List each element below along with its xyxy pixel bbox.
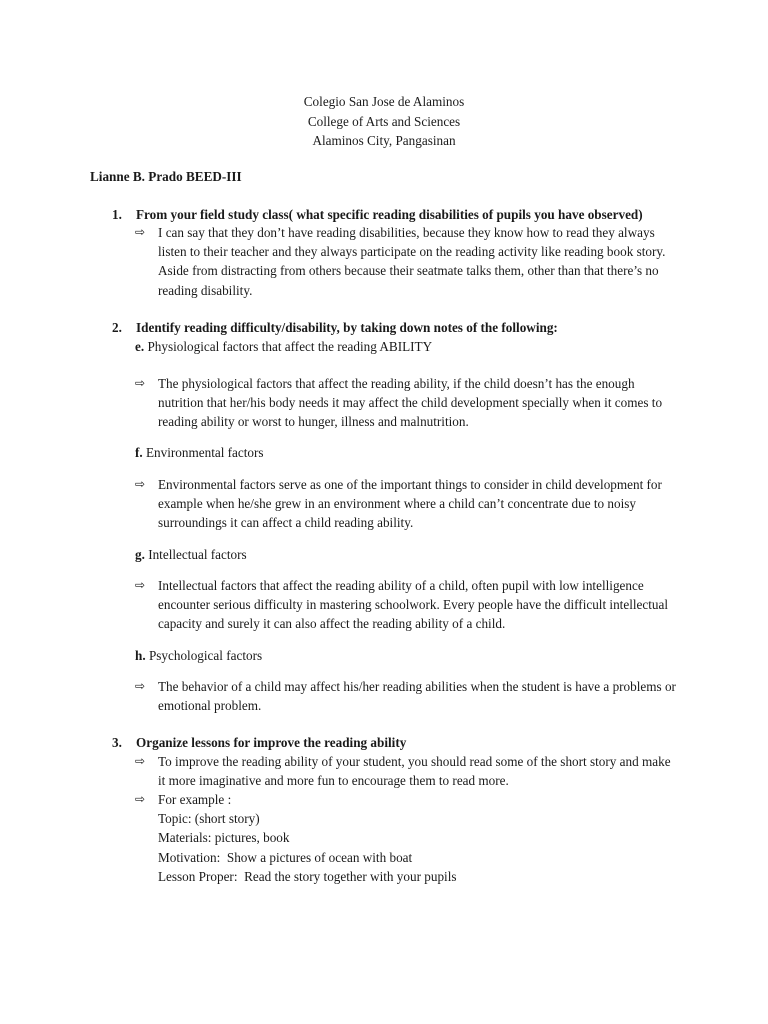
question-2-heading: [112, 318, 558, 337]
example-materials: Materials: pictures, book: [158, 830, 290, 846]
subitem-label: Intellectual factors: [148, 547, 247, 562]
subitem-h-heading: [135, 646, 262, 665]
answer-text: Environmental factors serve as one of the important things to consider in child development for example when he/she grew in an environment where a child can’t concentrate due to noisy surroundings it can affect a child reading ability.: [158, 477, 662, 531]
subitem-f-answer: [135, 475, 680, 533]
question-number: 1.: [112, 207, 122, 222]
answer-text: The behavior of a child may affect his/her reading abilities when the student is have a problems or emotional problem.: [158, 679, 676, 714]
question-1-answer: [135, 223, 680, 300]
arrow-bullet-icon: ⇨: [135, 578, 146, 592]
subitem-g-answer: [135, 576, 680, 634]
subitem-label: Physiological factors that affect the reading ABILITY: [147, 339, 433, 354]
question-title: Organize lessons for improve the reading ability: [136, 735, 407, 750]
arrow-bullet-icon: ⇨: [135, 679, 146, 693]
answer-text: To improve the reading ability of your student, you should read some of the short story and make it more imaginative and more fun to encourage them to read more.: [158, 754, 671, 789]
subitem-letter: h.: [135, 648, 146, 663]
question-1-heading: [112, 205, 643, 224]
question-title: Identify reading difficulty/disability, by taking down notes of the following:: [136, 320, 558, 335]
answer-text: The physiological factors that affect the reading ability, if the child doesn’t has the enough nutrition that her/his body needs it may affect the child development specially when it comes to reading ability or worst to hunger, illness and malnutrition.: [158, 376, 663, 430]
example-topic: Topic: (short story): [158, 811, 260, 827]
question-number: 3.: [112, 735, 122, 750]
arrow-bullet-icon: ⇨: [135, 477, 146, 491]
subitem-label: Environmental factors: [146, 445, 264, 460]
arrow-bullet-icon: ⇨: [135, 792, 146, 806]
example-lesson-proper: Lesson Proper: Read the story together with your pupils: [158, 868, 457, 884]
subitem-g-heading: [135, 545, 247, 564]
subitem-h-answer: [135, 677, 680, 715]
question-3-answer: [135, 752, 680, 790]
question-number: 2.: [112, 320, 122, 335]
subitem-label: Psychological factors: [148, 648, 263, 663]
school-name: Colegio San Jose de Alaminos: [303, 94, 465, 109]
question-title: From your field study class( what specific reading disabilities of pupils you have observed): [136, 207, 643, 222]
subitem-letter: g.: [135, 547, 145, 562]
author-line: Lianne B. Prado BEED-III: [90, 169, 242, 184]
question-3-example: [135, 790, 680, 886]
arrow-bullet-icon: ⇨: [135, 225, 146, 239]
example-intro: For example :: [158, 792, 232, 807]
example-motivation: Motivation: Show a pictures of ocean with boat: [158, 849, 413, 865]
subitem-e-answer: [135, 374, 680, 432]
school-location: Alaminos City, Pangasinan: [312, 133, 456, 148]
subitem-e-heading: [135, 337, 432, 356]
subitem-letter: e.: [135, 339, 145, 354]
arrow-bullet-icon: ⇨: [135, 376, 146, 390]
subitem-f-heading: [135, 443, 264, 462]
question-3-heading: [112, 733, 406, 752]
subitem-letter: f.: [135, 445, 143, 460]
school-header: [0, 92, 768, 151]
answer-text: Intellectual factors that affect the reading ability of a child, often pupil with low intelligence encounter serious difficulty in mastering schoolwork. Every people have the difficult intellectual capacity and surely it can also affect the reading ability of a child.: [158, 578, 669, 632]
answer-text: I can say that they don’t have reading disabilities, because they know how to read they always listen to their teacher and they always participate on the reading activity like reading book story. Aside from distracting from others because their seatmate talks them, other than that there’s no reading disability.: [158, 225, 666, 298]
arrow-bullet-icon: ⇨: [135, 754, 146, 768]
college-name: College of Arts and Sciences: [307, 113, 461, 129]
